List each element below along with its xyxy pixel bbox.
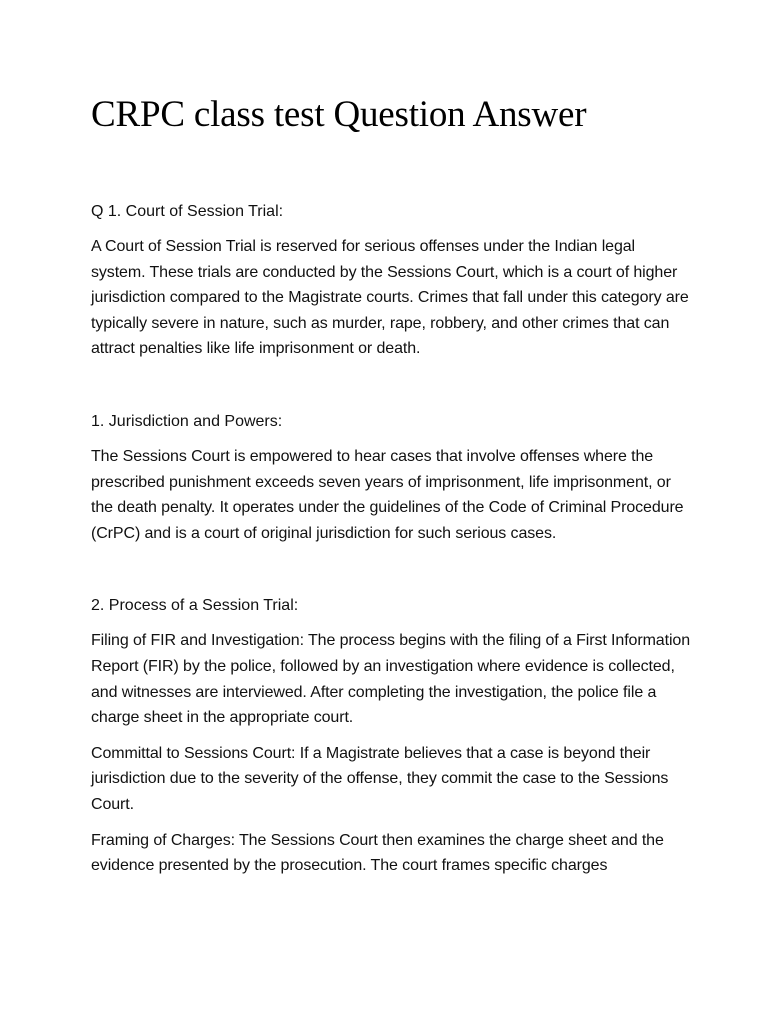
section-1-heading: 1. Jurisdiction and Powers: (91, 412, 283, 430)
question-1-paragraph: A Court of Session Trial is reserved for serious offenses under the Indian legal system. These trials are conducted by the Sessions Court, which is a court of higher jurisdiction compared to the Magistrate courts. Crimes that fall under this category are typically severe in nature, such as murder, rape, robbery, and other crimes that can attract penalties like life imprisonment or death. (91, 238, 689, 358)
section-1-paragraph: The Sessions Court is empowered to hear cases that involve offenses where the prescribed punishment exceeds seven years of imprisonment, life imprisonment, or the death penalty. It operates under the guidelines of the Code of Criminal Procedure (CrPC) and is a court of original jurisdiction for such serious cases. (91, 447, 684, 542)
section-2-paragraph-fir: Filing of FIR and Investigation: The process begins with the filing of a First Information Report (FIR) by the police, followed by an investigation where evidence is collected, and witnesses are interviewed. After completing the investigation, the police file a charge sheet in the appropriate court. (91, 632, 691, 727)
document-content (91, 92, 691, 879)
section-2-paragraph-framing: Framing of Charges: The Sessions Court then examines the charge sheet and the evidence presented by the prosecution. The court frames specific charges (91, 831, 664, 875)
section-2-heading: 2. Process of a Session Trial: (91, 597, 299, 615)
section-2-paragraph-committal: Committal to Sessions Court: If a Magistrate believes that a case is beyond their jurisdiction due to the severity of the offense, they commit the case to the Sessions Court. (91, 744, 669, 813)
question-1-heading: Q 1. Court of Session Trial: (91, 203, 284, 220)
document-title: CRPC class test Question Answer (91, 94, 587, 135)
